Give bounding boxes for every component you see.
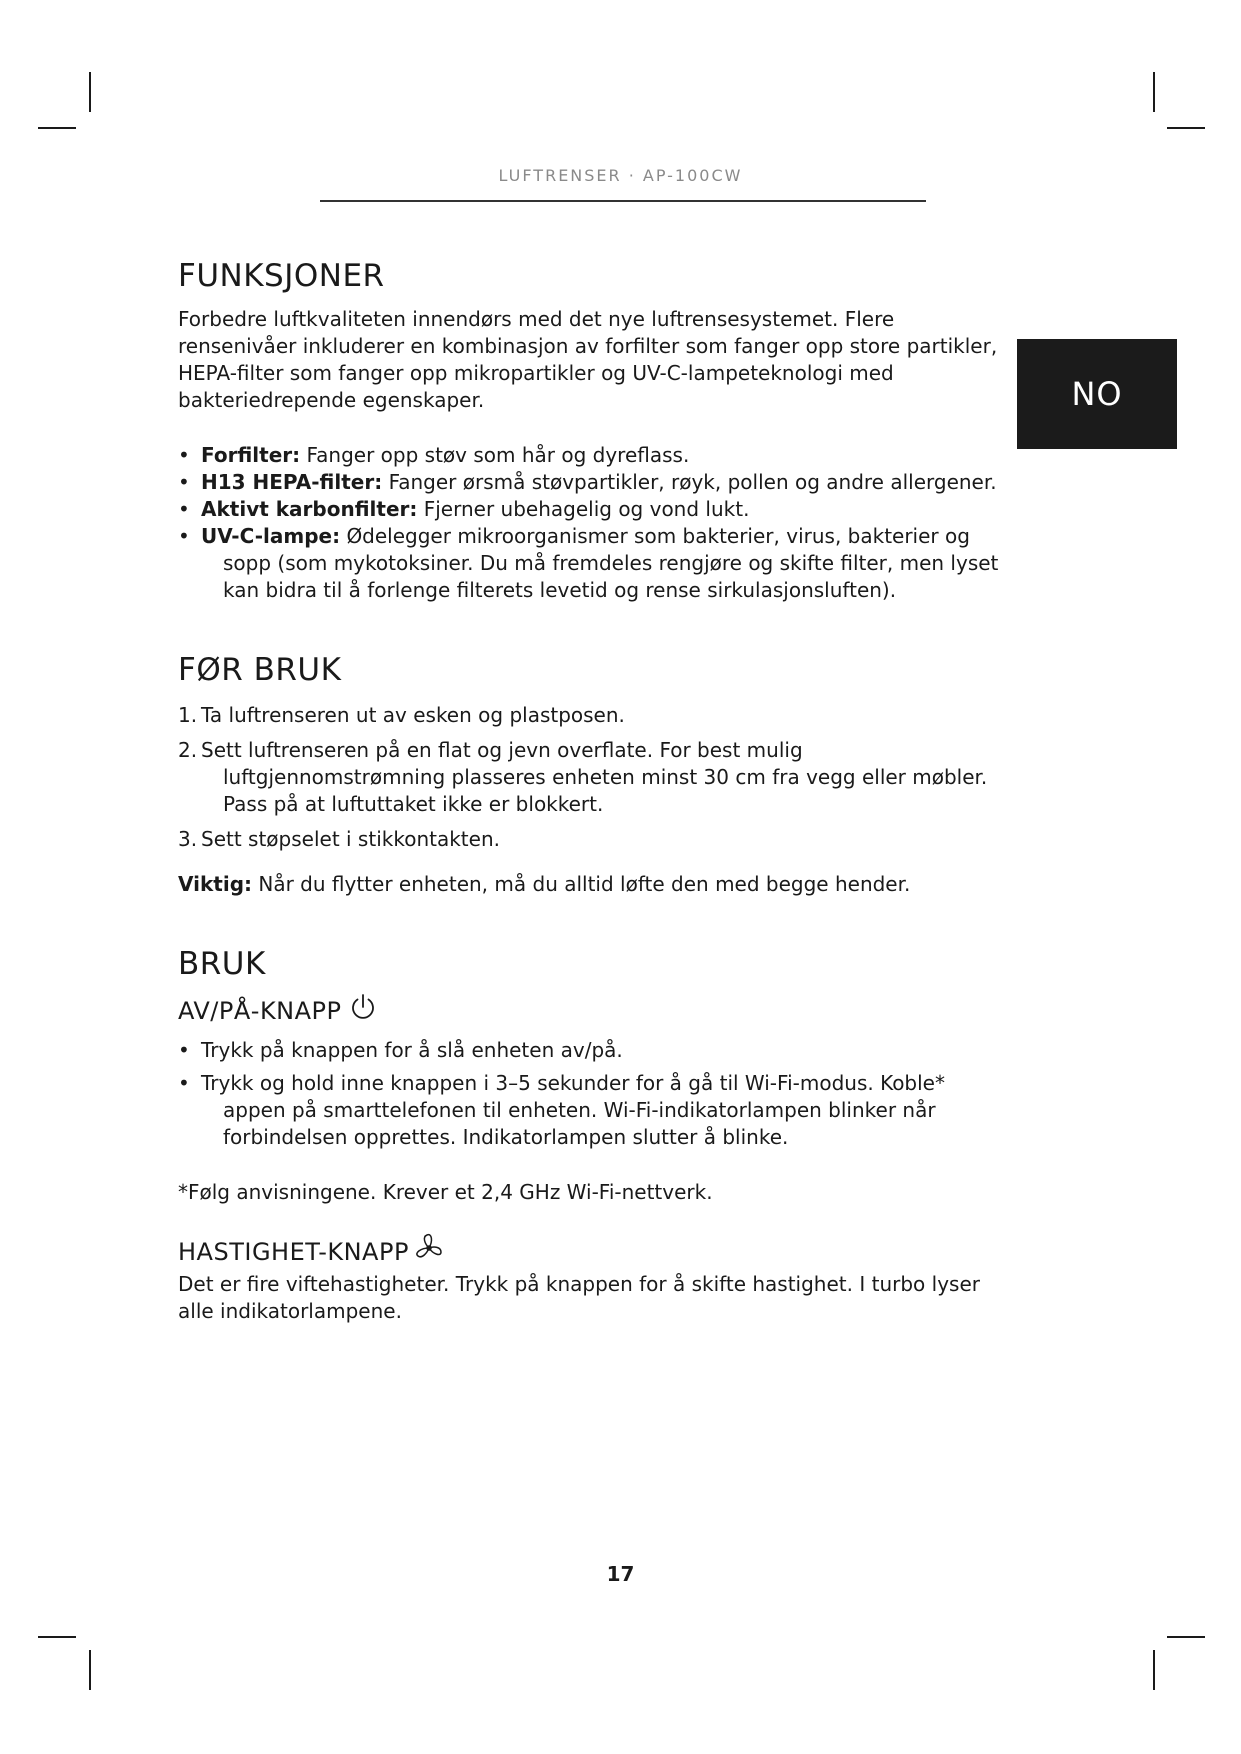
section-title-for-bruk: FØR BRUK	[178, 652, 342, 688]
features-list	[178, 442, 1008, 604]
important-note	[178, 871, 1008, 898]
list-item	[178, 523, 1008, 604]
feature-term: Aktivt karbonfilter:	[201, 497, 418, 521]
speed-text: Det er fire viftehastigheter. Trykk på knappen for å skifte hastighet. I turbo lyser alle indikatorlampene.	[178, 1272, 980, 1323]
step-number: 2.	[178, 738, 198, 762]
crop-mark	[89, 72, 91, 112]
crop-mark	[38, 127, 76, 129]
list-item	[178, 702, 1008, 729]
power-title: AV/PÅ-KNAPP	[178, 996, 342, 1025]
power-footnote: *Følg anvisningene. Krever et 2,4 GHz Wi-Fi-nettverk.	[178, 1180, 713, 1204]
feature-text: Fanger ørsmå støvpartikler, røyk, pollen og andre allergener.	[388, 470, 997, 494]
crop-mark	[1153, 72, 1155, 112]
feature-text: Fanger opp støv som hår og dyreflass.	[306, 443, 690, 467]
funksjoner-intro: Forbedre luftkvaliteten innendørs med det nye luftrensesystemet. Flere rensenivåer inkluderer en kombinasjon av forfilter som fanger opp store partikler, HEPA-filter som fanger opp mikropartikler og UV-C-lampeteknologi med bakteriedrepende egenskaper.	[178, 307, 998, 412]
power-list	[178, 1037, 1008, 1151]
step-text: Ta luftrenseren ut av esken og plastposen.	[201, 703, 625, 727]
power-icon	[348, 992, 378, 1029]
list-item: • Trykk og hold inne knappen i 3–5 sekunder for å gå til Wi-Fi-modus. Koble* appen på smarttelefonen til enheten. Wi-Fi-indikatorlampen blinker når forbindelsen opprettes. Indikatorlampen slutter å blinke.	[178, 1070, 1008, 1151]
feature-text: Fjerner ubehagelig og vond lukt.	[423, 497, 750, 521]
feature-term: UV-C-lampe:	[201, 524, 341, 548]
crop-mark	[38, 1636, 76, 1638]
crop-mark	[1167, 127, 1205, 129]
page-number: 17	[606, 1562, 635, 1586]
feature-text: Ødelegger mikroorganismer som bakterier, virus, bakterier og sopp (som mykotoksiner. Du må fremdeles rengjøre og skifte filter, men lyset kan bidra til å forlenge filterets levetid og rense sirkulasjonsluften).	[223, 524, 999, 602]
language-tab: NO	[1017, 339, 1177, 449]
list-item	[178, 737, 1008, 818]
list-item	[178, 469, 1008, 496]
section-title-bruk: BRUK	[178, 946, 266, 982]
step-text: Sett luftrenseren på en flat og jevn overflate. For best mulig luftgjennomstrømning plasseres enheten minst 30 cm fra vegg eller møbler. Pass på at luftuttaket ikke er blokkert.	[201, 738, 988, 816]
page-content	[178, 258, 1008, 1325]
list-item	[178, 826, 1008, 853]
header-rule	[320, 200, 926, 202]
list-item: • Trykk på knappen for å slå enheten av/på.	[178, 1037, 1008, 1064]
crop-mark	[1167, 1636, 1205, 1638]
section-title-funksjoner: FUNKSJONER	[178, 258, 385, 294]
step-number: 3.	[178, 827, 198, 851]
subsection-title-speed	[178, 1232, 1008, 1271]
speed-title: HASTIGHET-KNAPP	[178, 1237, 409, 1266]
note-label: Viktig:	[178, 872, 253, 896]
list-item	[178, 442, 1008, 469]
running-header: LUFTRENSER · AP-100CW	[498, 166, 743, 185]
feature-term: H13 HEPA-filter:	[201, 470, 383, 494]
step-number: 1.	[178, 703, 198, 727]
steps-list	[178, 702, 1008, 853]
crop-mark	[1153, 1650, 1155, 1690]
fan-icon	[411, 1232, 447, 1271]
step-text: Sett støpselet i stikkontakten.	[201, 827, 500, 851]
crop-mark	[89, 1650, 91, 1690]
feature-term: Forfilter:	[201, 443, 301, 467]
subsection-title-power	[178, 992, 1008, 1029]
list-item	[178, 496, 1008, 523]
note-text: Når du flytter enheten, må du alltid løfte den med begge hender.	[258, 872, 911, 896]
